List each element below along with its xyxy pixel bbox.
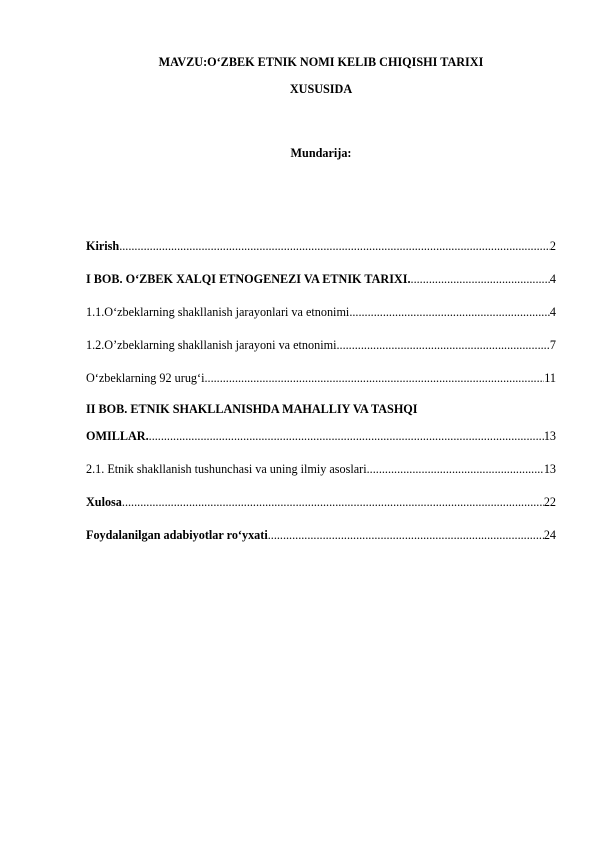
- toc-entry-label: 1.2.O’zbeklarning shakllanish jarayoni va etnonimi: [86, 338, 337, 352]
- toc-entry-page: 13: [543, 462, 556, 476]
- toc-entry-page: 13: [543, 429, 556, 443]
- document-title-line-2: XUSUSIDA: [289, 82, 353, 96]
- toc-leader-dots: [367, 461, 544, 477]
- toc-entry-xulosa[interactable]: [86, 494, 556, 510]
- toc-entry-chapter-1[interactable]: [86, 271, 556, 287]
- toc-entry-page: 24: [543, 528, 556, 542]
- toc-entry-kirish[interactable]: [86, 238, 556, 254]
- toc-entry-page: 11: [544, 371, 556, 385]
- toc-heading: Mundarija:: [290, 146, 352, 160]
- toc-leader-dots: [349, 304, 550, 320]
- toc-entry-label: 2.1. Etnik shakllanish tushunchasi va uning ilmiy asoslari: [86, 462, 367, 476]
- toc-leader-dots: [204, 370, 544, 386]
- toc-entry-label: O‘zbeklarning 92 urug‘i: [86, 371, 205, 385]
- toc-entry-page: 4: [549, 272, 556, 286]
- toc-leader-dots: [336, 337, 549, 353]
- toc-entry-section-1-2[interactable]: [86, 337, 556, 353]
- toc-entry-label: 1.1.O‘zbeklarning shakllanish jarayonlari va etnonimi: [86, 305, 350, 319]
- toc-entry-label: Xulosa: [86, 495, 122, 509]
- toc-entry-label: I BOB. O‘ZBEK XALQI ETNOGENEZI VA ETNIK TARIXI.: [86, 272, 411, 286]
- toc-entry-section-1-1[interactable]: [86, 304, 556, 320]
- toc-entry-page: 7: [549, 338, 556, 352]
- toc-entry-label-line-2: OMILLAR.: [86, 429, 149, 443]
- toc-leader-dots: [122, 494, 544, 510]
- toc-entry-label: Foydalanilgan adabiyotlar ro‘yxati: [86, 528, 268, 542]
- toc-entry-page: 4: [549, 305, 556, 319]
- toc-entry-92-clans[interactable]: [86, 370, 556, 386]
- toc-entry-page: 2: [549, 239, 556, 253]
- toc-entry-page: 22: [543, 495, 556, 509]
- toc-leader-dots: [411, 271, 550, 287]
- toc-entry-chapter-2[interactable]: [86, 401, 556, 443]
- toc-leader-dots: [268, 527, 544, 543]
- toc-leader-dots: [119, 238, 550, 254]
- toc-entry-label-line-1: II BOB. ETNIK SHAKLLANISHDA MAHALLIY VA TASHQI: [86, 402, 418, 416]
- toc-entry-label: Kirish: [86, 239, 120, 253]
- document-title-line-1: MAVZU:O‘ZBEK ETNIK NOMI KELIB CHIQISHI TARIXI: [158, 55, 484, 69]
- toc-entry-references[interactable]: [86, 527, 556, 543]
- toc-entry-section-2-1[interactable]: [86, 461, 556, 477]
- toc-leader-dots: [149, 428, 544, 444]
